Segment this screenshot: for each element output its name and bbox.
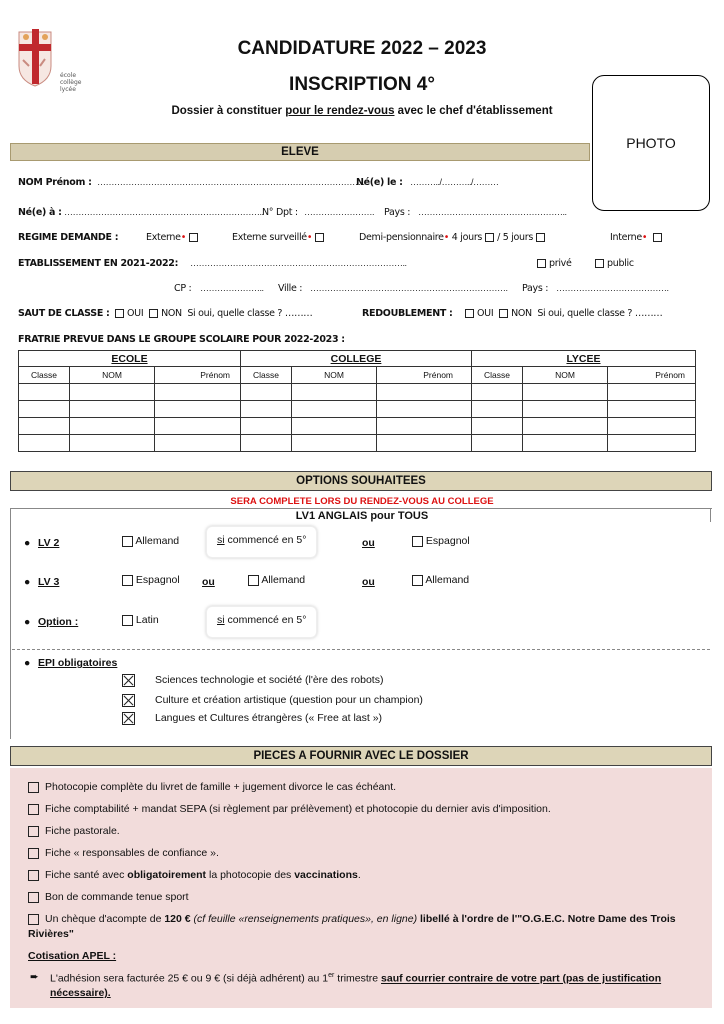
epi-item-1-label: Sciences technologie et société (l'ère des robots): [155, 674, 384, 687]
ne-le-label: Né(e) le :: [356, 177, 403, 188]
saut-non: NON: [161, 308, 182, 319]
table-row[interactable]: [19, 418, 696, 435]
lv2-label: LV 2: [38, 537, 60, 549]
dpt-label: N° Dpt :: [262, 207, 298, 218]
regime-externe-surveille[interactable]: Externe surveillé•: [232, 232, 327, 243]
table-row[interactable]: [19, 435, 696, 452]
item-text: Un chèque d'acompte de: [45, 913, 165, 925]
regime-demi-pension[interactable]: Demi-pensionnaire• 4 jours / 5 jours: [359, 232, 548, 243]
list-item: [28, 803, 551, 815]
hint-commence: commencé en 5°: [224, 614, 307, 626]
epi-item-2-label: Culture et création artistique (question pour un champion): [155, 694, 423, 707]
col-prenom: Prénom: [155, 367, 241, 384]
epi-item-3-label: Langues et Cultures étrangères (« Free at last »): [155, 712, 383, 725]
hint-si: si: [217, 614, 225, 626]
checkbox[interactable]: [122, 615, 133, 626]
checkbox[interactable]: [412, 575, 423, 586]
saut-options: [112, 308, 312, 319]
list-item: [28, 847, 219, 859]
checkbox[interactable]: [465, 309, 474, 318]
checked-box-icon: [122, 712, 135, 725]
lv3-allemand-label: Allemand: [261, 574, 306, 586]
fratrie-lycee: LYCEE: [472, 351, 696, 367]
logo-line-lycee: lycée: [60, 86, 76, 93]
checkbox[interactable]: [115, 309, 124, 318]
logo-line-ecole: école: [60, 72, 77, 79]
lv3-espagnol[interactable]: [122, 574, 180, 586]
col-prenom: Prénom: [377, 367, 472, 384]
table-row[interactable]: [19, 401, 696, 418]
hint-commence: commencé en 5°: [224, 534, 307, 546]
options-notice: SERA COMPLETE LORS DU RENDEZ-VOUS AU COLLEGE: [230, 496, 494, 507]
lv2-espagnol[interactable]: [412, 535, 470, 547]
checkbox[interactable]: [315, 233, 324, 242]
checkbox[interactable]: [28, 848, 39, 859]
divider: [12, 649, 710, 650]
lv3-label: LV 3: [38, 576, 60, 588]
public-label: public: [607, 258, 634, 269]
cp-label: CP :: [174, 283, 192, 294]
list-item: [28, 781, 396, 793]
lv2-allemand[interactable]: [122, 535, 179, 547]
saut-si-oui: Si oui, quelle classe ? ………: [187, 308, 313, 319]
regime-4j: 4 jours: [451, 232, 483, 243]
table-row[interactable]: [19, 384, 696, 401]
lv3-espagnol-label: Espagnol: [135, 574, 180, 586]
redoublement-label: REDOUBLEMENT :: [362, 308, 453, 319]
checkbox[interactable]: [537, 259, 546, 268]
regime-demi-label: Demi-pensionnaire: [359, 232, 444, 243]
regime-externe-label: Externe: [146, 232, 181, 243]
item-text: Bon de commande tenue sport: [45, 891, 189, 903]
item-text: .: [357, 869, 361, 881]
option-latin-label: Latin: [135, 614, 159, 626]
instruction-underlined: pour le rendez-vous: [285, 105, 395, 117]
etab-label: ETABLISSEMENT EN 2021-2022:: [18, 258, 179, 269]
list-item: [28, 913, 676, 925]
checkbox[interactable]: [653, 233, 662, 242]
ville-label: Ville :: [278, 283, 303, 294]
lv3-allemand[interactable]: [248, 574, 305, 586]
nom-label: NOM Prénom :: [18, 177, 92, 188]
checkbox[interactable]: [122, 536, 133, 547]
apel-text-pre: L'adhésion sera facturée 25 € ou 9 € (si déjà adhérent) au 1: [50, 972, 329, 985]
ne-le-field[interactable]: ………../………../………: [410, 177, 499, 187]
pays-label: Pays :: [384, 207, 411, 218]
redoublement-si-oui: Si oui, quelle classe ? ………: [537, 308, 663, 319]
col-nom: NOM: [292, 367, 377, 384]
col-classe: Classe: [241, 367, 292, 384]
public-option[interactable]: [592, 258, 634, 269]
arrow-icon: ➨: [30, 971, 39, 983]
photo-box: [592, 75, 710, 211]
item-text: Fiche santé avec: [45, 869, 128, 881]
bullet: ●: [24, 616, 31, 628]
fratrie-ecole: ECOLE: [19, 351, 241, 367]
item-text-italic: (cf feuille «renseignements pratiques», en ligne): [190, 913, 418, 925]
col-classe: Classe: [19, 367, 70, 384]
hint-si: si: [217, 534, 225, 546]
checkbox[interactable]: [189, 233, 198, 242]
col-nom: NOM: [523, 367, 608, 384]
redoublement-options: [462, 308, 662, 319]
epi-item-3: [122, 712, 382, 725]
checkbox[interactable]: [28, 870, 39, 881]
page-subtitle: INSCRIPTION 4°: [289, 74, 435, 95]
checkbox[interactable]: [536, 233, 545, 242]
checkbox[interactable]: [28, 914, 39, 925]
instruction-post: avec le chef d'établissement: [394, 105, 553, 117]
checkbox[interactable]: [122, 575, 133, 586]
section-eleve: ELEVE: [10, 143, 590, 161]
epi-item-2: [122, 694, 423, 707]
col-classe: Classe: [472, 367, 523, 384]
item-text-bold: obligatoirement: [127, 869, 207, 881]
regime-externe[interactable]: Externe•: [146, 232, 201, 243]
checkbox[interactable]: [149, 309, 158, 318]
fratrie-college: COLLEGE: [241, 351, 472, 367]
checkbox[interactable]: [412, 536, 423, 547]
lv1-text: LV1 ANGLAIS pour TOUS: [295, 510, 429, 522]
ne-a-field[interactable]: ……………………………………………………………..: [64, 207, 264, 217]
regime-interne[interactable]: Interne•: [610, 232, 665, 243]
photo-label: PHOTO: [626, 135, 676, 151]
option-latin[interactable]: [122, 614, 159, 626]
divider: [10, 508, 712, 509]
checked-box-icon: [122, 674, 135, 687]
etab-field[interactable]: …………………………………………………………………..: [190, 258, 407, 268]
checkbox[interactable]: [485, 233, 494, 242]
checkbox[interactable]: [28, 826, 39, 837]
pays2-field[interactable]: ………………………………….: [556, 283, 669, 293]
checkbox[interactable]: [28, 804, 39, 815]
prive-option[interactable]: [534, 258, 572, 269]
checkbox[interactable]: [595, 259, 604, 268]
checked-box-icon: [122, 694, 135, 707]
item-text: la photocopie des: [206, 869, 295, 881]
epi-label: EPI obligatoires: [38, 657, 118, 669]
item-text: Fiche comptabilité + mandat SEPA (si règlement par prélèvement) et photocopie du dernier avis d'imposition.: [45, 803, 551, 815]
lv2-allemand-label: Allemand: [135, 535, 180, 547]
ne-a-label: Né(e) à :: [18, 207, 62, 218]
fratrie-label: FRATRIE PREVUE DANS LE GROUPE SCOLAIRE POUR 2022-2023 :: [18, 334, 345, 345]
section-pieces: PIECES A FOURNIR AVEC LE DOSSIER: [10, 746, 712, 766]
list-item: [28, 869, 361, 881]
ou-label: ou: [202, 576, 215, 588]
bullet: ●: [24, 537, 31, 549]
item-amount: 120 €: [164, 913, 191, 925]
item-text: Photocopie complète du livret de famille + jugement divorce le cas échéant.: [45, 781, 397, 793]
saut-label: SAUT DE CLASSE :: [18, 308, 110, 319]
ville-field[interactable]: …………………………………………………………….: [310, 283, 508, 293]
pays2-label: Pays :: [522, 283, 549, 294]
list-item: [28, 891, 189, 903]
lv2-espagnol-label: Espagnol: [425, 535, 470, 547]
ou-label: ou: [362, 537, 375, 549]
checkbox[interactable]: [28, 782, 39, 793]
list-item: [28, 825, 120, 837]
prive-label: privé: [549, 258, 572, 269]
redoublement-oui: OUI: [477, 308, 494, 319]
regime-label: REGIME DEMANDE :: [18, 232, 119, 243]
fratrie-table: [18, 350, 696, 452]
nom-field[interactable]: …………………………………………………………………………………..: [97, 177, 365, 187]
apel-text-end: nécessaire).: [50, 987, 111, 999]
item-text-bold: libellé à l'ordre de l'"O.G.E.C. Notre Dame des Trois: [417, 913, 676, 925]
checkbox[interactable]: [248, 575, 259, 586]
apel-sup: er: [328, 972, 335, 979]
option-label: Option :: [38, 616, 79, 628]
latin-hint: [206, 606, 317, 638]
item-text: Fiche « responsables de confiance ».: [45, 847, 219, 859]
apel-text-mid: trimestre: [334, 972, 382, 985]
regime-5j: / 5 jours: [497, 232, 533, 243]
pays-field[interactable]: ……………………………………………..: [418, 207, 567, 217]
bullet: ●: [24, 657, 31, 669]
item-text: Fiche pastorale.: [45, 825, 120, 837]
checkbox[interactable]: [499, 309, 508, 318]
apel-text: [50, 972, 661, 985]
lv3-allemand-2[interactable]: [412, 574, 469, 586]
col-nom: NOM: [70, 367, 155, 384]
col-prenom: Prénom: [608, 367, 696, 384]
regime-interne-label: Interne: [610, 232, 642, 243]
page-title: CANDIDATURE 2022 – 2023: [237, 38, 487, 59]
lv2-hint: [206, 526, 317, 558]
lv3-allemand-2-label: Allemand: [425, 574, 470, 586]
apel-label: Cotisation APEL :: [28, 950, 117, 962]
cp-field[interactable]: …………………..: [200, 283, 264, 293]
item7-continuation: Rivières": [28, 928, 74, 940]
apel-text-bold: sauf courrier contraire de votre part (pas de justification: [381, 972, 662, 985]
instruction-pre: Dossier à constituer: [171, 105, 286, 117]
logo-line-college: collège: [60, 79, 82, 86]
saut-oui: OUI: [127, 308, 144, 319]
ou-label: ou: [362, 576, 375, 588]
item-text-bold: vaccinations: [294, 869, 358, 881]
bullet: ●: [24, 576, 31, 588]
dpt-field[interactable]: …………………….: [304, 207, 375, 217]
epi-item-1: [122, 674, 383, 687]
checkbox[interactable]: [28, 892, 39, 903]
section-options: OPTIONS SOUHAITEES: [10, 471, 712, 491]
redoublement-non: NON: [511, 308, 532, 319]
regime-externe-surveille-label: Externe surveillé: [232, 232, 307, 243]
